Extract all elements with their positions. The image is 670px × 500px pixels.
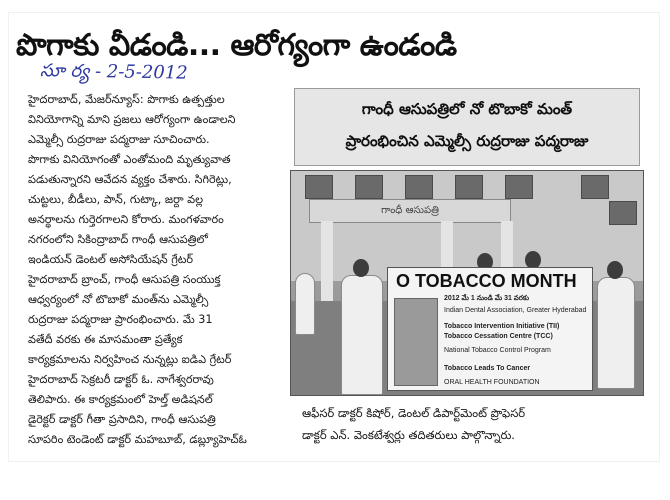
building-window [305,175,333,199]
hospital-sign-text: గాంధీ ఆసుపత్రి [381,205,439,216]
body-line: కార్యక్రమాలను నిర్వహించ నున్నట్లు ఐడిఎ గ్రేటర్ [28,353,232,366]
building-window [609,201,637,225]
body-line: సూపరిం టెండెంట్ డాక్టర్ మహబూబ్, డబ్ల్యూహెచ్‌ఓ [28,433,247,446]
banner-line: Tobacco Leads To Cancer [444,365,531,372]
news-photo [290,170,644,396]
no-tobacco-banner [387,267,593,391]
banner-line: National Tobacco Control Program [444,347,551,354]
body-line: నగరంలోని సికింద్రాబాద్ గాంధీ ఆసుపత్రిలో [28,233,208,246]
article-headline: పొగాకు వీడండి... ఆరోగ్యంగా ఉండండి [16,28,457,63]
person-figure [295,273,315,335]
article-subheading [294,88,640,166]
body-line: వతేదీ వరకు ఈ మాసమంతా ప్రత్యేక [28,333,183,346]
body-line: తెలిపారు. ఈ కార్యక్రమంలో హెల్త్ అడిషనల్ [28,393,213,406]
person-head [607,261,623,279]
body-line: ఇండియన్ డెంటల్ అసోసియేషన్ గ్రేటర్ [28,253,194,266]
body-line: ఎమ్మెల్సీ రుద్రరాజు పద్మరాజు సూచించారు. [28,133,210,146]
article-body [28,90,283,450]
body-line: ఆధ్వర్యంలో నో టొబాకో మంత్‌ను ఎమ్మెల్సీ [28,293,209,306]
body-line: అనర్థాలను గుర్తెరగాలని కోరారు. మంగళవారం [28,213,224,226]
banner-line: ORAL HEALTH FOUNDATION [444,379,540,386]
body-line: పొగాకు వినియోగంతో ఎంతోమంది మృత్యువాత [28,153,231,166]
building-window [405,175,433,199]
body-line: హైదరాబాద్ సెక్రటరీ డాక్టర్ ఓ. నాగేశ్వరరావు [28,373,214,386]
banner-title: O TOBACCO MONTH [396,271,577,291]
banner-line: Tobacco Cessation Centre (TCC) [444,333,553,340]
body-line: డైరెక్టర్ డాక్టర్ గీతా ప్రసాదిని, గాంధీ ఆసుపత్రి [28,413,216,426]
building-pillar [321,221,333,301]
caption-line-2: డాక్టర్ ఎన్. వెంకటేశ్వర్లు తదితరులు పాల్గొన్నారు. [302,428,515,442]
person-figure [597,277,635,389]
body-line: హైదరాబాద్, మేజర్‌న్యూస్: పొగాకు ఉత్పత్తుల [28,93,225,106]
banner-line: Tobacco Intervention Initiative (TII) [444,323,560,330]
person-figure [341,275,383,395]
banner-line: 2012 మే 1 నుండి మే 31 వరకు [444,295,530,302]
handwritten-date-note: సూ ర్య - 2-5-2012 [39,60,188,84]
banner-line: Indian Dental Association, Greater Hyderabad [444,307,587,314]
body-line: వినియోగాన్ని మాని ప్రజలు ఆరోగ్యంగా ఉండాలని [28,113,236,126]
subheading-line-1: గాంధీ ఆసుపత్రిలో నో టొబాకో మంత్ [361,100,573,118]
body-line: చుట్టలు, బీడీలు, పాన్, గుట్కా, జర్దా వల్ల [28,193,204,206]
body-line: పడుతున్నారని ఆవేదన వ్యక్తం చేశారు. సిగిరెట్లు, [28,173,232,186]
building-window [355,175,383,199]
person-head [353,259,369,277]
banner-poster-image [394,298,438,386]
hospital-sign [309,199,511,223]
building-window [505,175,533,199]
building-window [455,175,483,199]
building-window [581,175,609,199]
subheading-line-2: ప్రారంభించిన ఎమ్మెల్సీ రుద్రరాజు పద్మరాజు [345,132,589,150]
photo-caption [302,402,642,446]
body-line: హైదరాబాద్ బ్రాంచ్, గాంధీ ఆసుపత్రి సంయుక్త [28,273,221,286]
body-line: రుద్రరాజు పద్మరాజు ప్రారంభించారు. మే 31 [28,313,213,326]
caption-line-1: ఆఫీసర్ డాక్టర్ కిషోర్, డెంటల్ డిపార్ట్‌మెంట్ ప్రొఫెసర్ [302,406,526,420]
